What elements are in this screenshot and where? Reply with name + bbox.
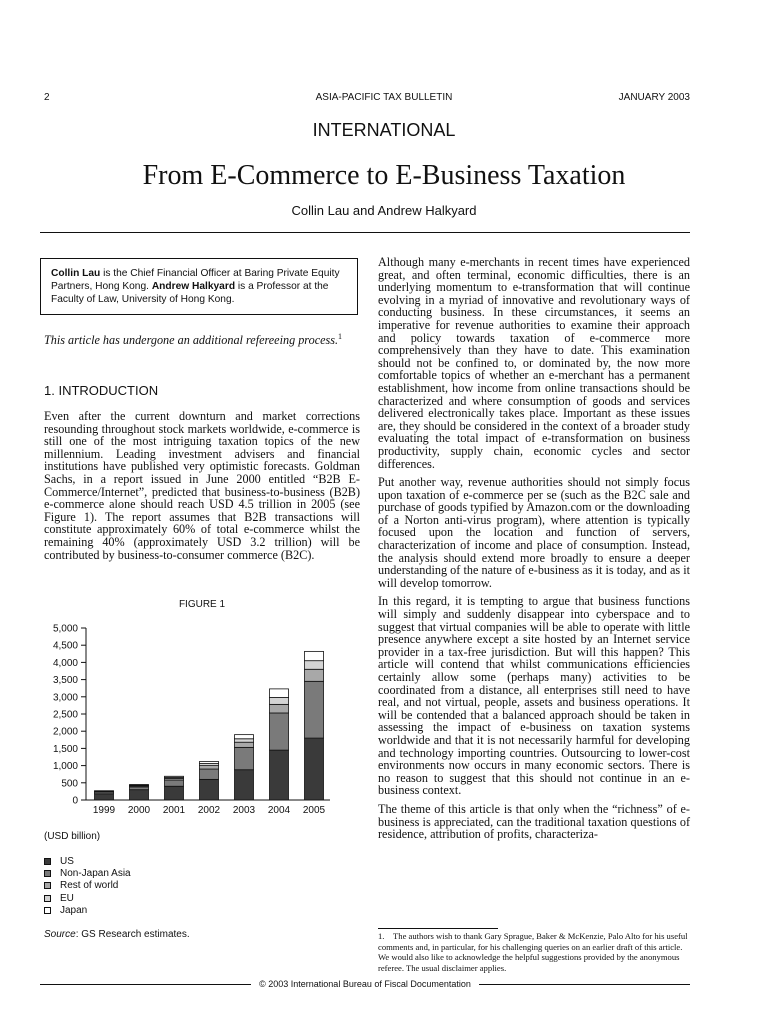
issue-date: JANUARY 2003 (618, 92, 690, 103)
bar-segment (235, 747, 254, 769)
bio-text-1: is the Chief Financial Officer at Baring Private Equity Partners, Hong Kong. (51, 268, 340, 292)
footer-rule-right (479, 984, 690, 985)
bar-segment (270, 697, 289, 704)
source-text: : GS Research estimates. (75, 929, 190, 940)
figure-source (44, 929, 190, 940)
footnote (378, 931, 690, 973)
bar-segment (305, 661, 324, 670)
legend-swatch (44, 895, 51, 902)
chart-legend (44, 855, 131, 916)
legend-item (44, 855, 131, 867)
legend-label: Rest of world (60, 880, 119, 892)
bar-segment (200, 761, 219, 763)
y-tick-label: 4,000 (52, 657, 78, 669)
y-tick-label: 2,500 (52, 709, 78, 721)
article-title: From E-Commerce to E-Business Taxation (142, 160, 626, 191)
bio-text-2: is a Professor at the Faculty of Law, University of Hong Kong. (51, 281, 329, 305)
legend-item (44, 880, 131, 892)
refereeing-note (44, 330, 360, 347)
x-tick-label: 2005 (302, 805, 326, 816)
legend-item (44, 904, 131, 916)
x-tick-label: 2001 (162, 805, 186, 816)
bar-segment (305, 738, 324, 800)
legend-swatch (44, 858, 51, 865)
bar-segment (200, 766, 219, 769)
bar-segment (235, 742, 254, 747)
article-authors: Collin Lau and Andrew Halkyard (291, 203, 477, 218)
bar-segment (305, 669, 324, 681)
copyright: © 2003 International Bureau of Fiscal Documentation (259, 979, 471, 989)
bar-segment (165, 786, 184, 800)
y-tick-label: 4,500 (52, 640, 78, 652)
page-number: 2 (44, 92, 50, 103)
right-column (378, 256, 690, 847)
y-tick-label: 1,500 (52, 743, 78, 755)
page-footer (40, 979, 690, 989)
bar-segment (200, 779, 219, 800)
section-heading: INTERNATIONAL (312, 120, 456, 140)
bar-segment (235, 739, 254, 742)
bar-segment (95, 794, 114, 800)
x-axis (93, 805, 326, 816)
refereeing-note-text: This article has undergone an additional refereeing process. (44, 333, 339, 348)
y-tick-label: 5,000 (52, 623, 78, 635)
footnote-mark: 1 (338, 332, 343, 341)
body-paragraph: In this regard, it is tempting to argue that business functions will simply and suddenly disappear into cyberspace and to suggest that virtual companies will be able to operate with little presence anywhere except a site hosted by an Internet service provider in a tax-free jurisdiction. But will this happen? This article will contend that whilst communications efficiencies certainly allow some (perhaps many) activities to be coordinated from a distance, all enterprises still need to have real, and not virtual, people, assets and business operations. It will be contended that a balanced approach should be taken in assessing the impact of e-business on taxation systems worldwide and that it is not necessarily harmful for developing and technology importing countries. Outsourcing to lower-cost environments now occurs in many economic sectors. There is no reason to suggest that this should not continue in an e-business context. (378, 594, 690, 798)
bar-segment (165, 780, 184, 786)
bar-segment (130, 787, 149, 790)
bar-segment (235, 770, 254, 800)
bar-segment (270, 713, 289, 750)
body-paragraph: Put another way, revenue authorities should not simply focus upon taxation of e-commerce per se (such as the B2C sale and purchase of goods typified by Amazon.com or the downloading of a Norton anti-virus program), where attention is typically focused upon the location and function of servers, characterization of income and place of consumption. Instead, the analysis should extend more broadly to ensure a deeper understanding of the nature of e-business as it is today, and as it will develop tomorrow. (378, 475, 690, 590)
footer-rule-left (40, 984, 251, 985)
stacked-bar-chart (40, 616, 340, 826)
bar-segment (130, 785, 149, 786)
bar-segment (235, 735, 254, 739)
source-label: Source (44, 929, 76, 940)
footnote-rule (378, 928, 498, 929)
legend-item (44, 892, 131, 904)
chart-units: (USD billion) (44, 831, 101, 842)
x-tick-label: 2004 (267, 805, 291, 816)
bar-segment (130, 790, 149, 800)
footnote-text: The authors wish to thank Gary Sprague, Baker & McKenzie, Palo Alto for his useful comments and, in particular, for his challenging queries on an earlier draft of this article. We would also like to acknowledge the helpful suggestions provided by the anonymous referee. The usual disclaimer applies. (378, 931, 688, 973)
bar-segment (200, 769, 219, 779)
bio-name-1: Collin Lau (51, 268, 101, 279)
y-tick-label: 1,000 (52, 761, 78, 773)
legend-label: Non-Japan Asia (60, 867, 131, 879)
body-paragraph: Although many e-merchants in recent times have experienced great, and often terminal, economic difficulties, there is an underlying momentum to e-transformation that will continue evolving in a myriad of innovative and revolutionary ways of conducting business. In these circumstances, it seems an imperative for revenue authorities to examine their approach and policy towards taxation of e-commerce more comprehensively than they have to date. This examination should not be confined to, or dominated by, the now more comfortable topics of whether an e-merchant has a permanent establishment, how income from online transactions should be characterized and where consumption of goods and services delivered electronically takes place. Important as these issues are, they should be considered in the context of a broader study evaluating the total impact of e-transformation on business productivity, supply chain, economic cycles and sector differences. (378, 255, 690, 471)
author-bio-box (40, 258, 358, 315)
bar-segment (165, 776, 184, 777)
y-tick-label: 3,000 (52, 692, 78, 704)
bar-segment (270, 704, 289, 713)
bar-segment (305, 681, 324, 738)
x-tick-label: 2002 (197, 805, 221, 816)
bar-segment (270, 689, 289, 698)
footnote-number: 1. (378, 931, 385, 941)
bar-segment (270, 750, 289, 800)
legend-label: Japan (60, 904, 88, 916)
legend-label: EU (60, 892, 74, 904)
bio-name-2: Andrew Halkyard (151, 281, 236, 292)
x-tick-label: 1999 (92, 805, 116, 816)
bars (95, 651, 324, 800)
x-tick-label: 2000 (127, 805, 151, 816)
intro-paragraph: Even after the current downturn and market corrections resounding throughout stock markets worldwide, e-commerce is still one of the most intriguing taxation topics of the new millennium. Leading investment advisers and financial institutions have published very optimistic forecasts. Goldman Sachs, in a report issued in June 2000 entitled “B2B E-Commerce/Internet”, predicted that business-to-business (B2B) e-commerce alone should reach USD 4.5 trillion in 2005 (see Figure 1). The report assumes that B2B transactions will constitute approximately 60% of total e-commerce whilst the remaining 40% (approximately USD 3.2 trillion) will be contributed by business-to-consumer commerce (B2C). (44, 409, 360, 562)
bar-segment (305, 651, 324, 660)
legend-label: US (60, 855, 74, 867)
intro-heading: 1. INTRODUCTION (44, 383, 159, 398)
y-tick-label: 2,000 (52, 726, 78, 738)
title-rule (40, 232, 690, 233)
x-tick-label: 2003 (232, 805, 256, 816)
y-tick-label: 500 (61, 778, 78, 790)
y-tick-label: 3,500 (52, 675, 78, 687)
y-tick-label: 0 (72, 795, 78, 807)
legend-swatch (44, 907, 51, 914)
journal-name: ASIA-PACIFIC TAX BULLETIN (315, 92, 453, 103)
legend-swatch (44, 882, 51, 889)
legend-swatch (44, 870, 51, 877)
body-paragraph: The theme of this article is that only when the “richness” of e-business is appreciated, can the traditional taxation questions of residence, attribution of profits, characteriza- (378, 801, 690, 842)
legend-item (44, 867, 131, 879)
figure-label: FIGURE 1 (178, 599, 226, 610)
